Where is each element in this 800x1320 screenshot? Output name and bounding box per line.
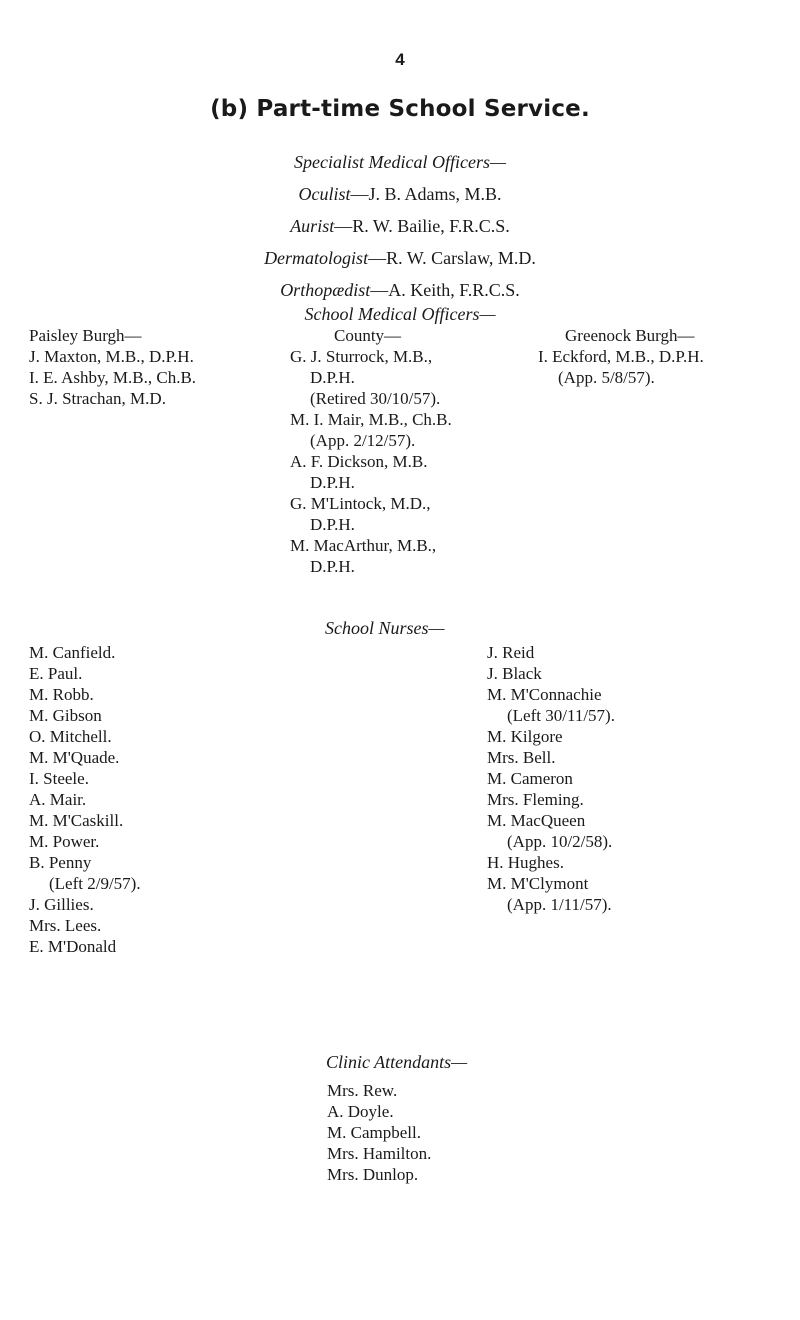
nurses-left-column: [29, 642, 141, 957]
nurse-line: M. Gibson: [29, 706, 102, 725]
specialist-name: —J. B. Adams, M.B.: [350, 184, 502, 204]
nurse-line: E. M'Donald: [29, 937, 117, 956]
officer-line: S. J. Strachan, M.D.: [29, 389, 166, 408]
greenock-burgh-column: [538, 325, 704, 388]
nurse-line: M. M'Quade.: [29, 748, 120, 767]
specialist-name: —R. W. Carslaw, M.D.: [368, 248, 536, 268]
nurse-line: H. Hughes.: [487, 853, 564, 872]
specialist-title: Specialist Medical Officers—: [294, 152, 506, 172]
county-heading: County—: [334, 326, 402, 345]
paisley-burgh-column: [29, 325, 196, 409]
specialist-officers-block: [0, 146, 800, 306]
school-nurses-title: School Nurses—: [325, 618, 445, 638]
attendant-line: A. Doyle.: [327, 1102, 394, 1121]
nurse-line: I. Steele.: [29, 769, 89, 788]
officer-line: (Retired 30/10/57).: [310, 389, 441, 408]
nurse-line: (Left 30/11/57).: [507, 706, 615, 725]
officer-line: J. Maxton, M.B., D.P.H.: [29, 347, 194, 366]
nurse-line: M. M'Caskill.: [29, 811, 124, 830]
nurse-line: Mrs. Lees.: [29, 916, 102, 935]
specialist-row: [0, 242, 800, 274]
officer-line: I. E. Ashby, M.B., Ch.B.: [29, 368, 197, 387]
nurse-line: (App. 1/11/57).: [507, 895, 612, 914]
nurse-line: B. Penny: [29, 853, 92, 872]
officer-line: D.P.H.: [310, 473, 355, 492]
officer-line: (App. 2/12/57).: [310, 431, 416, 450]
nurse-line: E. Paul.: [29, 664, 83, 683]
officer-line: (App. 5/8/57).: [558, 368, 655, 387]
specialist-name: —R. W. Bailie, F.R.C.S.: [334, 216, 510, 236]
officer-line: A. F. Dickson, M.B.: [290, 452, 428, 471]
section-heading: (b) Part-time School Service.: [210, 96, 590, 122]
nurse-line: (App. 10/2/58).: [507, 832, 613, 851]
nurse-line: Mrs. Fleming.: [487, 790, 584, 809]
nurse-line: J. Reid: [487, 643, 535, 662]
nurse-line: M. Cameron: [487, 769, 573, 788]
specialist-role: Dermatologist: [264, 248, 369, 268]
attendant-line: M. Campbell.: [327, 1123, 421, 1142]
specialist-row: [0, 178, 800, 210]
specialist-row: [0, 210, 800, 242]
specialist-name: —A. Keith, F.R.C.S.: [370, 280, 520, 300]
nurse-line: Mrs. Bell.: [487, 748, 556, 767]
specialist-role: Aurist: [290, 216, 335, 236]
nurse-line: O. Mitchell.: [29, 727, 112, 746]
specialist-row: [0, 274, 800, 306]
paisley-heading: Paisley Burgh—: [29, 326, 142, 345]
officer-line: I. Eckford, M.B., D.P.H.: [538, 347, 704, 366]
attendant-line: Mrs. Dunlop.: [327, 1165, 419, 1184]
nurse-line: M. Robb.: [29, 685, 94, 704]
officer-line: M. MacArthur, M.B.,: [290, 536, 437, 555]
nurses-right-column: [487, 642, 615, 915]
clinic-attendants-title: Clinic Attendants—: [326, 1052, 468, 1072]
nurse-line: M. Power.: [29, 832, 100, 851]
officer-line: G. M'Lintock, M.D.,: [290, 494, 431, 513]
specialist-role: Oculist: [298, 184, 351, 204]
nurse-line: A. Mair.: [29, 790, 87, 809]
nurse-line: (Left 2/9/57).: [49, 874, 141, 893]
attendant-line: Mrs. Rew.: [327, 1081, 398, 1100]
school-medical-officers-title: School Medical Officers—: [304, 304, 496, 324]
page-number: 4: [395, 50, 405, 69]
officer-line: D.P.H.: [310, 515, 355, 534]
nurse-line: M. MacQueen: [487, 811, 586, 830]
nurse-line: M. Kilgore: [487, 727, 563, 746]
county-column: [290, 325, 452, 577]
greenock-heading: Greenock Burgh—: [565, 326, 695, 345]
officer-line: D.P.H.: [310, 557, 355, 576]
clinic-attendants-column: [327, 1080, 431, 1185]
officer-line: M. I. Mair, M.B., Ch.B.: [290, 410, 452, 429]
specialist-role: Orthopædist: [280, 280, 371, 300]
nurse-line: J. Gillies.: [29, 895, 94, 914]
nurse-line: M. Canfield.: [29, 643, 116, 662]
nurse-line: J. Black: [487, 664, 542, 683]
officer-line: G. J. Sturrock, M.B.,: [290, 347, 433, 366]
attendant-line: Mrs. Hamilton.: [327, 1144, 432, 1163]
nurse-line: M. M'Connachie: [487, 685, 602, 704]
officer-line: D.P.H.: [310, 368, 355, 387]
nurse-line: M. M'Clymont: [487, 874, 589, 893]
